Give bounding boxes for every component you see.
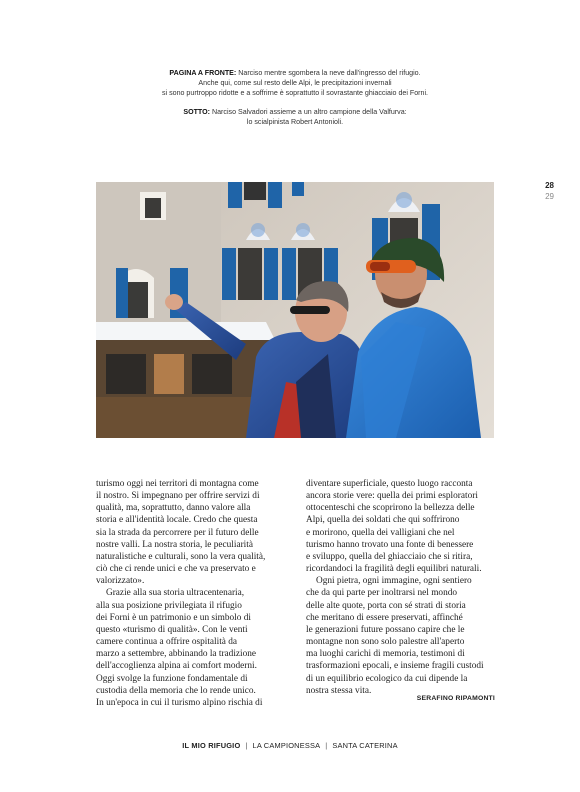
paragraph: Grazie alla sua storia ultracentenaria, alla sua posizione privilegiata il rifugio dei Forni è un patrimonio e un simbolo di questo «turismo di qualità». Con le venti camere continua a offrire ospitalità da marzo a settembre, abbinando la tradizione dell'accoglienza alpina ai comfort moderni. Oggi svolge la funzione fondamentale di custodia della memoria che lo rende unico. In un'epoca in cui il turismo alpino rischia di (96, 588, 263, 708)
article-column-right (306, 478, 488, 697)
footer-separator: | (245, 741, 248, 750)
footer-section: IL MIO RIFUGIO (182, 741, 241, 750)
running-footer (0, 741, 580, 750)
caption-sotto: SOTTO: Narciso Salvadori assieme a un altro campione della Valfurva: lo scialpinista Robert Antonioli. (183, 108, 407, 126)
footer-item: LA CAMPIONESSA (252, 741, 321, 750)
paragraph: Ogni pietra, ogni immagine, ogni sentiero che da qui parte per inoltrarsi nel mondo delle alte quote, porta con sé strati di storia che meritano di essere preservati, affinché le generazioni future possano capire che le montagne non sono solo palestre all'aperto ma luoghi carichi di memoria, testimoni di trasformazioni epocali, e insieme fragili custodi di un equilibrio ecologico da cui dipende la nostra stessa vita. (306, 576, 484, 696)
article-author: SERAFINO RIPAMONTI (416, 695, 495, 702)
caption-pagina-a-fronte: PAGINA A FRONTE: Narciso mentre sgombera la neve dall'ingresso del rifugio. Anche qui, come sul resto delle Alpi, le precipitazioni invernali si sono purtroppo ridotte e a soffrirne è soprattutto il sovrastante ghiacciaio dei Forni. (161, 69, 429, 97)
footer-separator: | (325, 741, 328, 750)
footer-item: SANTA CATERINA (332, 741, 398, 750)
caption-label-fronte: PAGINA A FRONTE: (169, 69, 237, 77)
page-number-current: 28 (545, 181, 554, 190)
photo-captions (110, 68, 480, 136)
paragraph: diventare superficiale, questo luogo racconta ancora storie vere: quella dei primi esploratori ottocenteschi che scoprirono la bellezza delle Alpi, quella dei soldati che qui soffrirono e morirono, quella dei valligiani che nel turismo hanno trovato una fonte di benessere e sviluppo, quella del ghiacciaio che si ritira, ricordandoci la fragilità degli equilibri naturali. (306, 479, 482, 575)
page-number-next: 29 (545, 192, 554, 201)
caption-label-sotto: SOTTO: (183, 108, 211, 116)
paragraph: turismo oggi nei territori di montagna come il nostro. Si impegnano per offrire servizi di qualità, ma, soprattutto, danno valore alla storia e all'identità locale. Credo che questa sia la strada da percorrere per il futuro delle nostre valli. La nostra storia, le peculiarità naturalistiche e culturali, sono la vera qualità, ciò che ci rende unici e che va preservato e valorizzato». (96, 479, 266, 587)
photo-two-men-in-front-of-rifugio (96, 182, 494, 438)
article-column-left (96, 478, 278, 709)
